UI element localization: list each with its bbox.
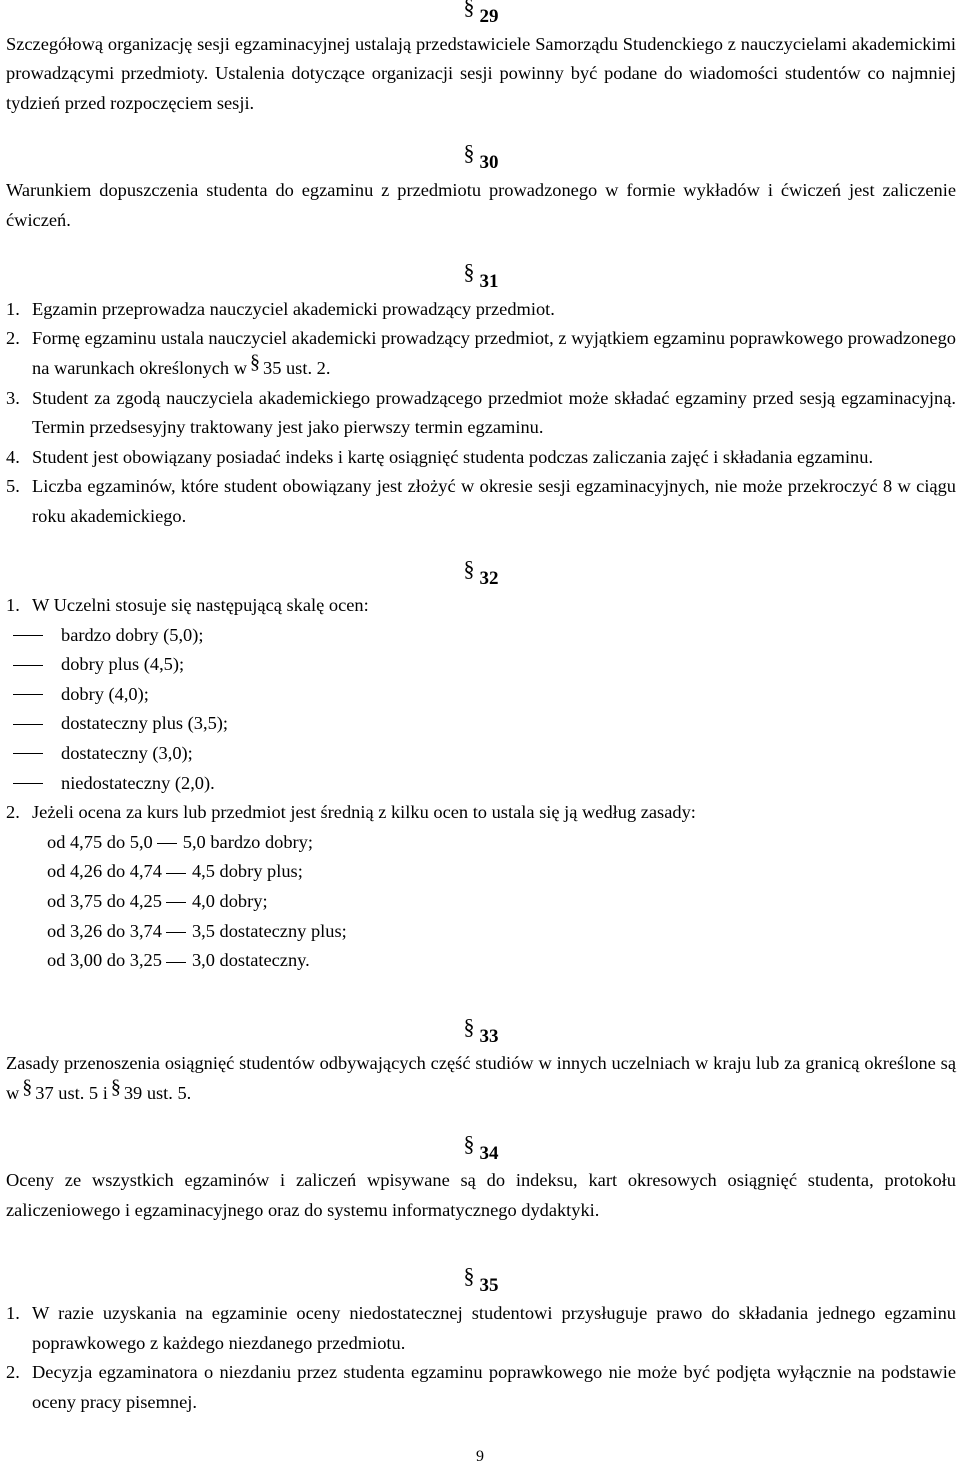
dash-separator bbox=[166, 873, 186, 874]
dash-separator bbox=[157, 843, 177, 844]
section-number: 33 bbox=[479, 1025, 499, 1047]
section-sign: § bbox=[22, 1076, 33, 1098]
section-heading-29 bbox=[6, 0, 956, 30]
grade-scale-entry bbox=[6, 680, 956, 710]
item-number: 3. bbox=[6, 387, 20, 408]
item-text: Student jest obowiązany posiadać indeks i kartę osiągnięć studenta podczas zaliczania zajęć i składania egzaminu. bbox=[32, 446, 874, 467]
section-33-paragraph bbox=[6, 1049, 956, 1108]
dash-bullet bbox=[13, 635, 43, 636]
section-number: 29 bbox=[479, 6, 499, 27]
section-sign: § bbox=[463, 140, 475, 166]
item-text-reference: 35 ust. 2. bbox=[263, 357, 331, 378]
section-number: 32 bbox=[479, 567, 499, 589]
average-range-row bbox=[6, 917, 956, 947]
average-grade: 3,0 dostateczny. bbox=[191, 950, 310, 971]
item-text: Student za zgodą nauczyciela akademickiego prowadzącego przedmiot może składać egzaminy przed sesją egzaminacyjną. Termin przedsesyjny traktowany jest jako pierwszy termin egzaminu. bbox=[32, 387, 956, 438]
item-text bbox=[32, 324, 956, 383]
section-35-item-2 bbox=[6, 1358, 956, 1417]
section-heading-33 bbox=[6, 1013, 956, 1050]
section-sign: § bbox=[463, 1013, 475, 1039]
grade-label: dostateczny plus (3,5); bbox=[61, 713, 229, 734]
section-sign: § bbox=[463, 0, 475, 19]
item-number: 1. bbox=[6, 1302, 20, 1323]
dash-separator bbox=[166, 932, 186, 933]
section-sign: § bbox=[463, 1263, 475, 1289]
section-29-paragraph: Szczegółową organizację sesji egzaminacyjnej ustalają przedstawiciele Samorządu Studenckiego z nauczycielami akademickimi prowadzącymi przedmioty. Ustalenia dotyczące organizacji sesji powinny być podane do wiadomości studentów co najmniej tydzień przed rozpoczęciem sesji. bbox=[6, 33, 956, 113]
grade-scale-entry bbox=[6, 621, 956, 651]
average-grade: 5,0 bardzo dobry; bbox=[182, 831, 313, 852]
section-sign: § bbox=[463, 555, 475, 581]
dash-bullet bbox=[13, 724, 43, 725]
average-range: od 4,75 do 5,0 bbox=[47, 831, 153, 852]
item-text: W Uczelni stosuje się następującą skalę ocen: bbox=[32, 595, 369, 616]
section-heading-35 bbox=[6, 1263, 956, 1299]
section-31-item-2 bbox=[6, 324, 956, 383]
average-range: od 3,75 do 4,25 bbox=[47, 891, 162, 912]
section-heading-34 bbox=[6, 1130, 956, 1167]
grade-label: niedostateczny (2,0). bbox=[61, 772, 215, 793]
dash-separator bbox=[166, 902, 186, 903]
section-31-item-1 bbox=[6, 295, 956, 325]
dash-bullet bbox=[13, 783, 43, 784]
section-number: 30 bbox=[479, 152, 499, 174]
section-heading-30 bbox=[6, 140, 956, 176]
item-number: 2. bbox=[6, 328, 20, 349]
item-number: 2. bbox=[6, 802, 20, 823]
section-number: 34 bbox=[479, 1142, 499, 1164]
section-number: 35 bbox=[479, 1275, 499, 1297]
section-31-item-4 bbox=[6, 443, 956, 473]
average-grade: 3,5 dostateczny plus; bbox=[191, 920, 347, 941]
section-heading-31 bbox=[6, 259, 956, 295]
item-text: Egzamin przeprowadza nauczyciel akademicki prowadzący przedmiot. bbox=[32, 298, 555, 319]
section-sign: § bbox=[463, 259, 475, 285]
dash-bullet bbox=[13, 694, 43, 695]
section-sign: § bbox=[110, 1076, 121, 1098]
average-range-row bbox=[6, 828, 956, 858]
page-number: 9 bbox=[476, 1448, 484, 1465]
grade-label: dostateczny (3,0); bbox=[61, 743, 193, 764]
dash-separator bbox=[166, 962, 186, 963]
grade-label: dobry (4,0); bbox=[61, 683, 149, 704]
average-range-row bbox=[6, 887, 956, 917]
paragraph-reference: 39 ust. 5. bbox=[123, 1083, 192, 1103]
grade-scale-entry bbox=[6, 769, 956, 799]
section-35-item-1 bbox=[6, 1299, 956, 1358]
grade-scale-entry bbox=[6, 709, 956, 739]
section-sign: § bbox=[250, 350, 260, 373]
section-32-item-1 bbox=[6, 591, 956, 621]
section-30-paragraph: Warunkiem dopuszczenia studenta do egzaminu z przedmiotu prowadzonego w formie wykładów i ćwiczeń jest zaliczenie ćwiczeń. bbox=[6, 179, 956, 230]
average-grade: 4,5 dobry plus; bbox=[191, 861, 303, 882]
paragraph-text: Zasady przenoszenia osiągnięć studentów odbywających część studiów w innych uczelniach w kraju lub za granicą określone są w bbox=[6, 1053, 956, 1103]
item-text: Jeżeli ocena za kurs lub przedmiot jest średnią z kilku ocen to ustala się ją według zasady: bbox=[32, 802, 696, 823]
section-34-paragraph: Oceny ze wszystkich egzaminów i zaliczeń wpisywane są do indeksu, kart okresowych osiągnięć studenta, protokołu zaliczeniowego i egzaminacyjnego oraz do systemu informatycznego dydaktyki. bbox=[6, 1170, 956, 1220]
average-range-row bbox=[6, 946, 956, 976]
grade-scale-entry bbox=[6, 739, 956, 769]
section-31-item-5 bbox=[6, 472, 956, 531]
section-number: 31 bbox=[479, 271, 499, 293]
item-number: 4. bbox=[6, 446, 20, 467]
grade-scale-entry bbox=[6, 650, 956, 680]
item-number: 5. bbox=[6, 476, 20, 497]
item-number: 1. bbox=[6, 595, 20, 616]
dash-bullet bbox=[13, 665, 43, 666]
item-number: 2. bbox=[6, 1362, 20, 1383]
section-sign: § bbox=[463, 1130, 475, 1156]
item-number: 1. bbox=[6, 298, 20, 319]
average-range: od 3,00 do 3,25 bbox=[47, 950, 162, 971]
section-31-item-3 bbox=[6, 384, 956, 443]
section-heading-32 bbox=[6, 555, 956, 592]
average-range-row bbox=[6, 857, 956, 887]
grade-label: dobry plus (4,5); bbox=[61, 654, 185, 675]
item-text-main: Formę egzaminu ustala nauczyciel akademicki prowadzący przedmiot, z wyjątkiem egzaminu poprawkowego prowadzonego na warunkach określonych w bbox=[32, 328, 956, 378]
paragraph-reference: 37 ust. 5 i bbox=[35, 1083, 108, 1103]
section-32-item-2 bbox=[6, 798, 956, 828]
average-range: od 3,26 do 3,74 bbox=[47, 920, 162, 941]
document-page bbox=[6, 0, 956, 1417]
item-text: W razie uzyskania na egzaminie oceny niedostatecznej studentowi przysługuje prawo do składania jednego egzaminu poprawkowego z każdego niezdanego przedmiotu. bbox=[32, 1302, 956, 1353]
item-text: Decyzja egzaminatora o niezdaniu przez studenta egzaminu poprawkowego nie może być podjęta wyłącznie na podstawie oceny pracy pisemnej. bbox=[32, 1362, 956, 1412]
item-text: Liczba egzaminów, które student obowiązany jest złożyć w okresie sesji egzaminacyjnych, nie może przekroczyć 8 w ciągu roku akademickiego. bbox=[32, 476, 956, 526]
grade-label: bardzo dobry (5,0); bbox=[61, 624, 204, 645]
dash-bullet bbox=[13, 753, 43, 754]
average-range: od 4,26 do 4,74 bbox=[47, 861, 162, 882]
average-grade: 4,0 dobry; bbox=[191, 891, 268, 912]
